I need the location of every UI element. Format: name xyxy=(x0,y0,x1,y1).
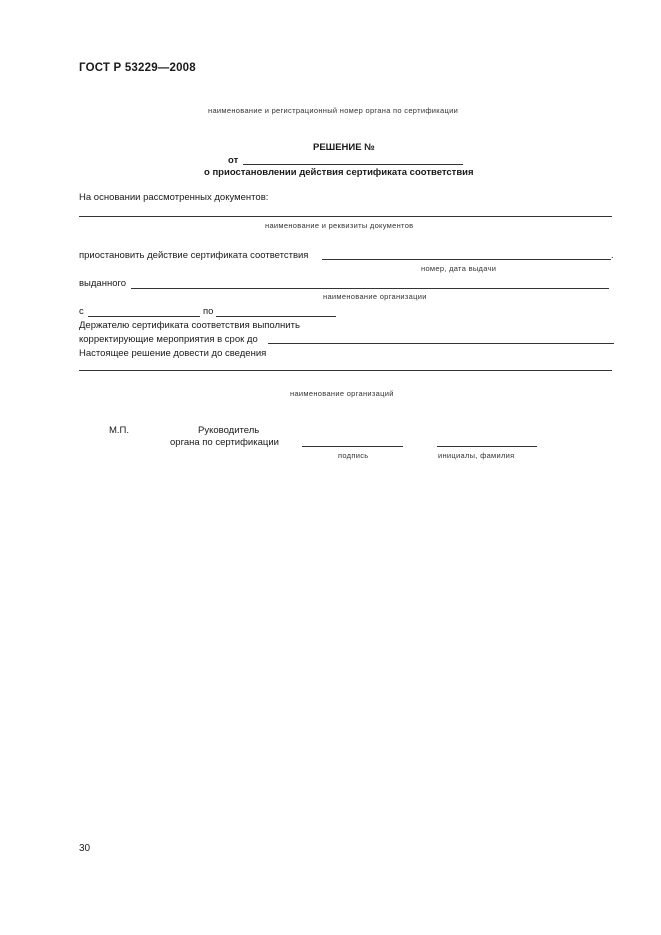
holder-line2: корректирующие мероприятия в срок до xyxy=(79,334,258,345)
period-to-line xyxy=(216,316,336,317)
notify-label: Настоящее решение довести до сведения xyxy=(79,348,267,359)
documents-label: На основании рассмотренных документов: xyxy=(79,192,269,203)
standard-id: ГОСТ Р 53229—2008 xyxy=(79,62,196,74)
decision-date-line xyxy=(243,164,463,165)
decision-title: РЕШЕНИЕ № xyxy=(313,142,375,153)
period-to-label: по xyxy=(203,306,214,317)
period-from-line xyxy=(88,316,200,317)
suspend-end-mark: . xyxy=(611,250,614,261)
notify-caption: наименование организаций xyxy=(290,389,394,398)
stamp-label: М.П. xyxy=(109,425,130,436)
signature-caption: подпись xyxy=(338,451,369,460)
signature-line xyxy=(302,446,403,447)
name-line xyxy=(437,446,537,447)
page-number: 30 xyxy=(79,843,91,854)
period-from-label: с xyxy=(79,306,84,317)
org-caption: наименование и регистрационный номер органа по сертификации xyxy=(208,106,459,115)
issued-label: выданного xyxy=(79,278,127,289)
certificate-number-caption: номер, дата выдачи xyxy=(421,264,497,273)
holder-line1: Держателю сертификата соответствия выполнить xyxy=(79,320,300,331)
notify-line xyxy=(79,370,612,371)
documents-line xyxy=(79,216,612,217)
head-title-line2: органа по сертификации xyxy=(170,437,279,448)
decision-from-label: от xyxy=(228,155,239,166)
issued-org-caption: наименование организации xyxy=(323,292,427,301)
head-title-line1: Руководитель xyxy=(198,425,260,436)
suspend-label: приостановить действие сертификата соответствия xyxy=(79,250,309,261)
decision-subject: о приостановлении действия сертификата соответствия xyxy=(204,167,474,178)
deadline-line xyxy=(268,343,614,344)
certificate-number-line xyxy=(322,259,611,260)
documents-caption: наименование и реквизиты документов xyxy=(265,221,414,230)
name-caption: инициалы, фамилия xyxy=(438,451,515,460)
issued-org-line xyxy=(131,288,609,289)
